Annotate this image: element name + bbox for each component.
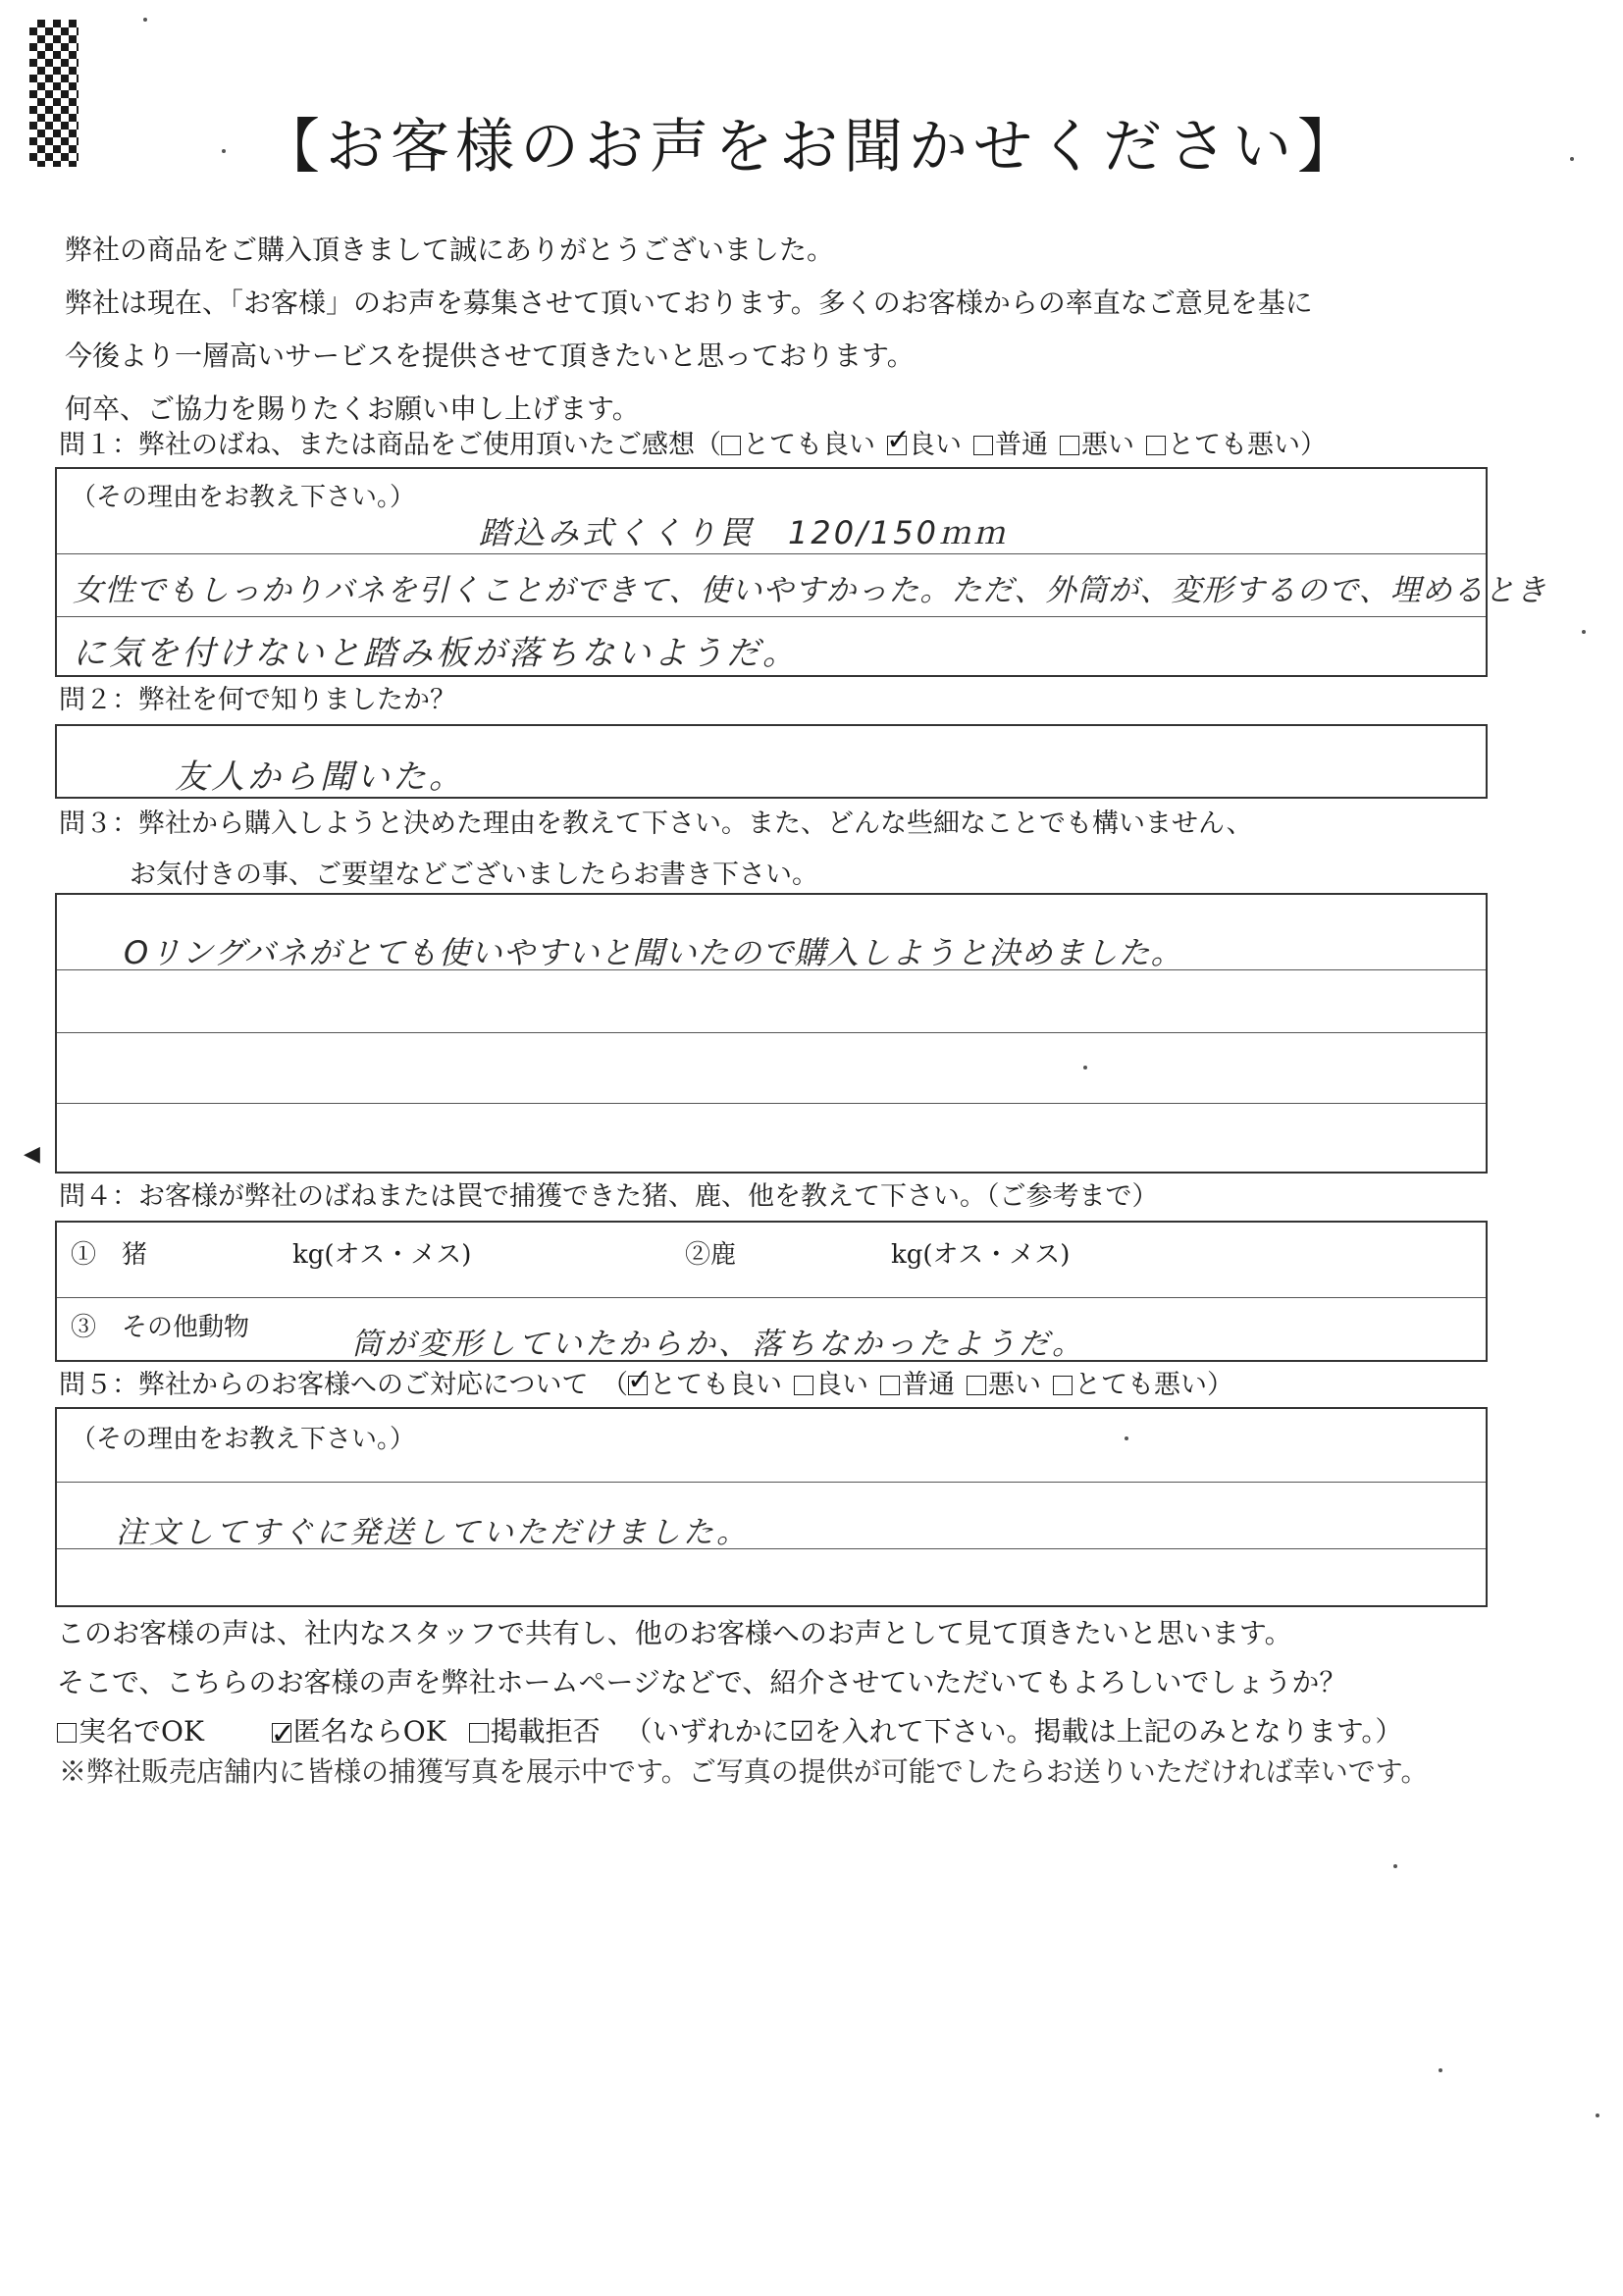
answer-rule-line xyxy=(57,1548,1486,1549)
scan-speck xyxy=(222,149,226,153)
q1-question xyxy=(59,428,1327,463)
cut-off-note-text: ※弊社販売店舗内に皆様の捕獲写真を展示中です。ご写真の提供が可能でしたらお送りいただければ幸いです。 xyxy=(59,1755,1429,1788)
intro-line: 今後より一層高いサービスを提供させて頂きたいと思っております。 xyxy=(65,339,915,372)
answer-rule-line xyxy=(57,553,1486,554)
q4-other-label: ③ その他動物 xyxy=(71,1313,250,1342)
scan-speck xyxy=(143,18,147,22)
q1-checkbox-bad[interactable] xyxy=(1060,436,1079,455)
q1-option-very-bad[interactable] xyxy=(1146,430,1327,460)
consent-note: （いずれかに☑を入れて下さい。掲載は上記のみとなります。） xyxy=(624,1715,1403,1748)
answer-rule-line xyxy=(57,1032,1486,1033)
q1-checkbox-normal[interactable] xyxy=(973,436,993,455)
consent-option-anonymous[interactable] xyxy=(272,1715,446,1748)
q5-reason-prompt: （その理由をお教え下さい。） xyxy=(71,1425,416,1454)
q5-checkbox-bad[interactable] xyxy=(967,1376,986,1395)
page-marker-arrow-icon: ◀ xyxy=(24,1142,40,1167)
q1-option-label: とても良い xyxy=(743,430,875,460)
consent-checkbox-decline[interactable] xyxy=(469,1723,489,1743)
q1-product-handwriting: 踏込み式くくり罠 120/150ｍｍ xyxy=(479,514,1008,551)
footer-line2: そこで、こちらのお客様の声を弊社ホームページなどで、紹介させていただいてもよろしいでしょうか？ xyxy=(57,1666,1347,1698)
q5-answer-handwriting: 注文してすぐに発送していただけました。 xyxy=(116,1515,750,1550)
scan-speck xyxy=(1393,1864,1397,1868)
intro-line: 弊社は現在、「お客様」のお声を募集させて頂いております。多くのお客様からの率直なご意見を基に xyxy=(65,287,1313,319)
q4-deer-unit: kg(オス・メス) xyxy=(891,1240,1071,1270)
q4-question: 問４：お客様が弊社のばねまたは罠で捕獲できた猪、鹿、他を教えて下さい。（ご参考まで） xyxy=(59,1181,1159,1212)
q5-question xyxy=(59,1368,1233,1403)
consent-option-label: 掲載拒否 xyxy=(490,1715,601,1748)
page-title: 【お客様のお声をお聞かせください】 xyxy=(261,113,1362,182)
scan-speck xyxy=(1439,2068,1442,2072)
scan-speck xyxy=(1083,1066,1087,1070)
q1-reason-prompt: （その理由をお教え下さい。） xyxy=(71,483,416,512)
q1-option-very-good[interactable] xyxy=(721,430,875,460)
q5-answer-box[interactable] xyxy=(55,1407,1488,1607)
consent-option-real-name[interactable] xyxy=(57,1715,204,1748)
q5-option-label: 悪い xyxy=(987,1370,1041,1400)
consent-option-decline[interactable] xyxy=(469,1715,601,1748)
scan-speck xyxy=(1582,630,1586,634)
publication-consent-row xyxy=(57,1707,1402,1756)
q5-option-label: 普通 xyxy=(901,1370,955,1400)
scan-speck xyxy=(1570,157,1574,161)
q5-option-very-bad[interactable] xyxy=(1053,1370,1233,1400)
q1-option-bad[interactable] xyxy=(1060,430,1134,460)
answer-rule-line xyxy=(57,969,1486,970)
intro-line: 何卒、ご協力を賜りたくお願い申し上げます。 xyxy=(65,392,640,425)
q1-option-label: 悪い xyxy=(1081,430,1134,460)
q2-answer-box[interactable] xyxy=(55,724,1488,799)
q3-question-line2: お気付きの事、ご要望などございましたらお書き下さい。 xyxy=(130,860,818,890)
q4-answer-box[interactable] xyxy=(55,1221,1488,1362)
q4-deer-label: ②鹿 xyxy=(685,1240,737,1270)
q3-answer-handwriting: Oリングバネがとても使いやすいと聞いたので購入しようと決めました。 xyxy=(124,934,1183,971)
q1-option-label: とても悪い） xyxy=(1168,430,1327,460)
intro-text xyxy=(65,224,1313,436)
q5-checkbox-very-bad[interactable] xyxy=(1053,1376,1073,1395)
consent-checkbox-anonymous[interactable] xyxy=(272,1723,291,1743)
q5-option-label: とても悪い） xyxy=(1073,1370,1233,1400)
q5-option-bad[interactable] xyxy=(967,1370,1041,1400)
answer-rule-line xyxy=(57,616,1486,617)
q5-option-label: 良い xyxy=(814,1370,868,1400)
consent-option-label: 匿名ならOK xyxy=(292,1715,446,1748)
q1-checkbox-good[interactable] xyxy=(887,436,907,455)
q5-checkbox-normal[interactable] xyxy=(880,1376,900,1395)
q4-boar-unit: kg(オス・メス) xyxy=(292,1240,472,1270)
q1-option-label: 良い xyxy=(909,430,962,460)
answer-rule-line xyxy=(57,1103,1486,1104)
q1-option-good[interactable] xyxy=(887,430,962,460)
intro-line: 弊社の商品をご購入頂きまして誠にありがとうございました。 xyxy=(65,234,835,266)
answer-rule-line xyxy=(57,1482,1486,1483)
q5-option-very-good[interactable] xyxy=(628,1370,782,1400)
q5-checkbox-good[interactable] xyxy=(794,1376,813,1395)
consent-checkbox-real-name[interactable] xyxy=(57,1723,77,1743)
q4-other-answer-handwriting: 筒が変形していたからか、落ちなかったようだ。 xyxy=(351,1327,1085,1362)
q1-checkbox-very-bad[interactable] xyxy=(1146,436,1166,455)
q1-answer-line1: 女性でもしっかりバネを引くことができて、使いやすかった。ただ、外筒が、変形するので、埋めるとき xyxy=(73,573,1547,608)
q1-answer-line2: に気を付けないと踏み板が落ちないようだ。 xyxy=(73,634,799,673)
q1-label: 問１：弊社のばね、または商品をご使用頂いたご感想（ xyxy=(59,430,721,460)
q2-question: 問２：弊社を何で知りましたか？ xyxy=(59,685,456,715)
q1-checkbox-very-good[interactable] xyxy=(721,436,741,455)
q1-option-normal[interactable] xyxy=(973,430,1048,460)
q5-label: 問５：弊社からのお客様へのご対応について （ xyxy=(59,1370,628,1400)
scan-speck xyxy=(1596,2113,1599,2117)
q1-option-label: 普通 xyxy=(995,430,1048,460)
q5-checkbox-very-good[interactable] xyxy=(628,1376,648,1395)
q5-option-good[interactable] xyxy=(794,1370,868,1400)
q5-option-label: とても良い xyxy=(649,1370,782,1400)
q5-option-normal[interactable] xyxy=(880,1370,955,1400)
answer-rule-line xyxy=(57,1297,1486,1298)
scan-speck xyxy=(1125,1436,1128,1440)
q3-question-line1: 問３：弊社から購入しようと決めた理由を教えて下さい。また、どんな些細なことでも構いません、 xyxy=(59,809,1253,839)
q2-answer-handwriting: 友人から聞いた。 xyxy=(175,757,465,797)
q4-boar-label: ① 猪 xyxy=(71,1240,148,1270)
cut-off-note xyxy=(59,1755,1564,1788)
q1-answer-box[interactable] xyxy=(55,467,1547,677)
consent-option-label: 実名でOK xyxy=(79,1715,204,1748)
footer-line1: このお客様の声は、社内なスタッフで共有し、他のお客様へのお声として見て頂きたいと思います。 xyxy=(57,1617,1292,1649)
q3-answer-box[interactable] xyxy=(55,893,1488,1174)
